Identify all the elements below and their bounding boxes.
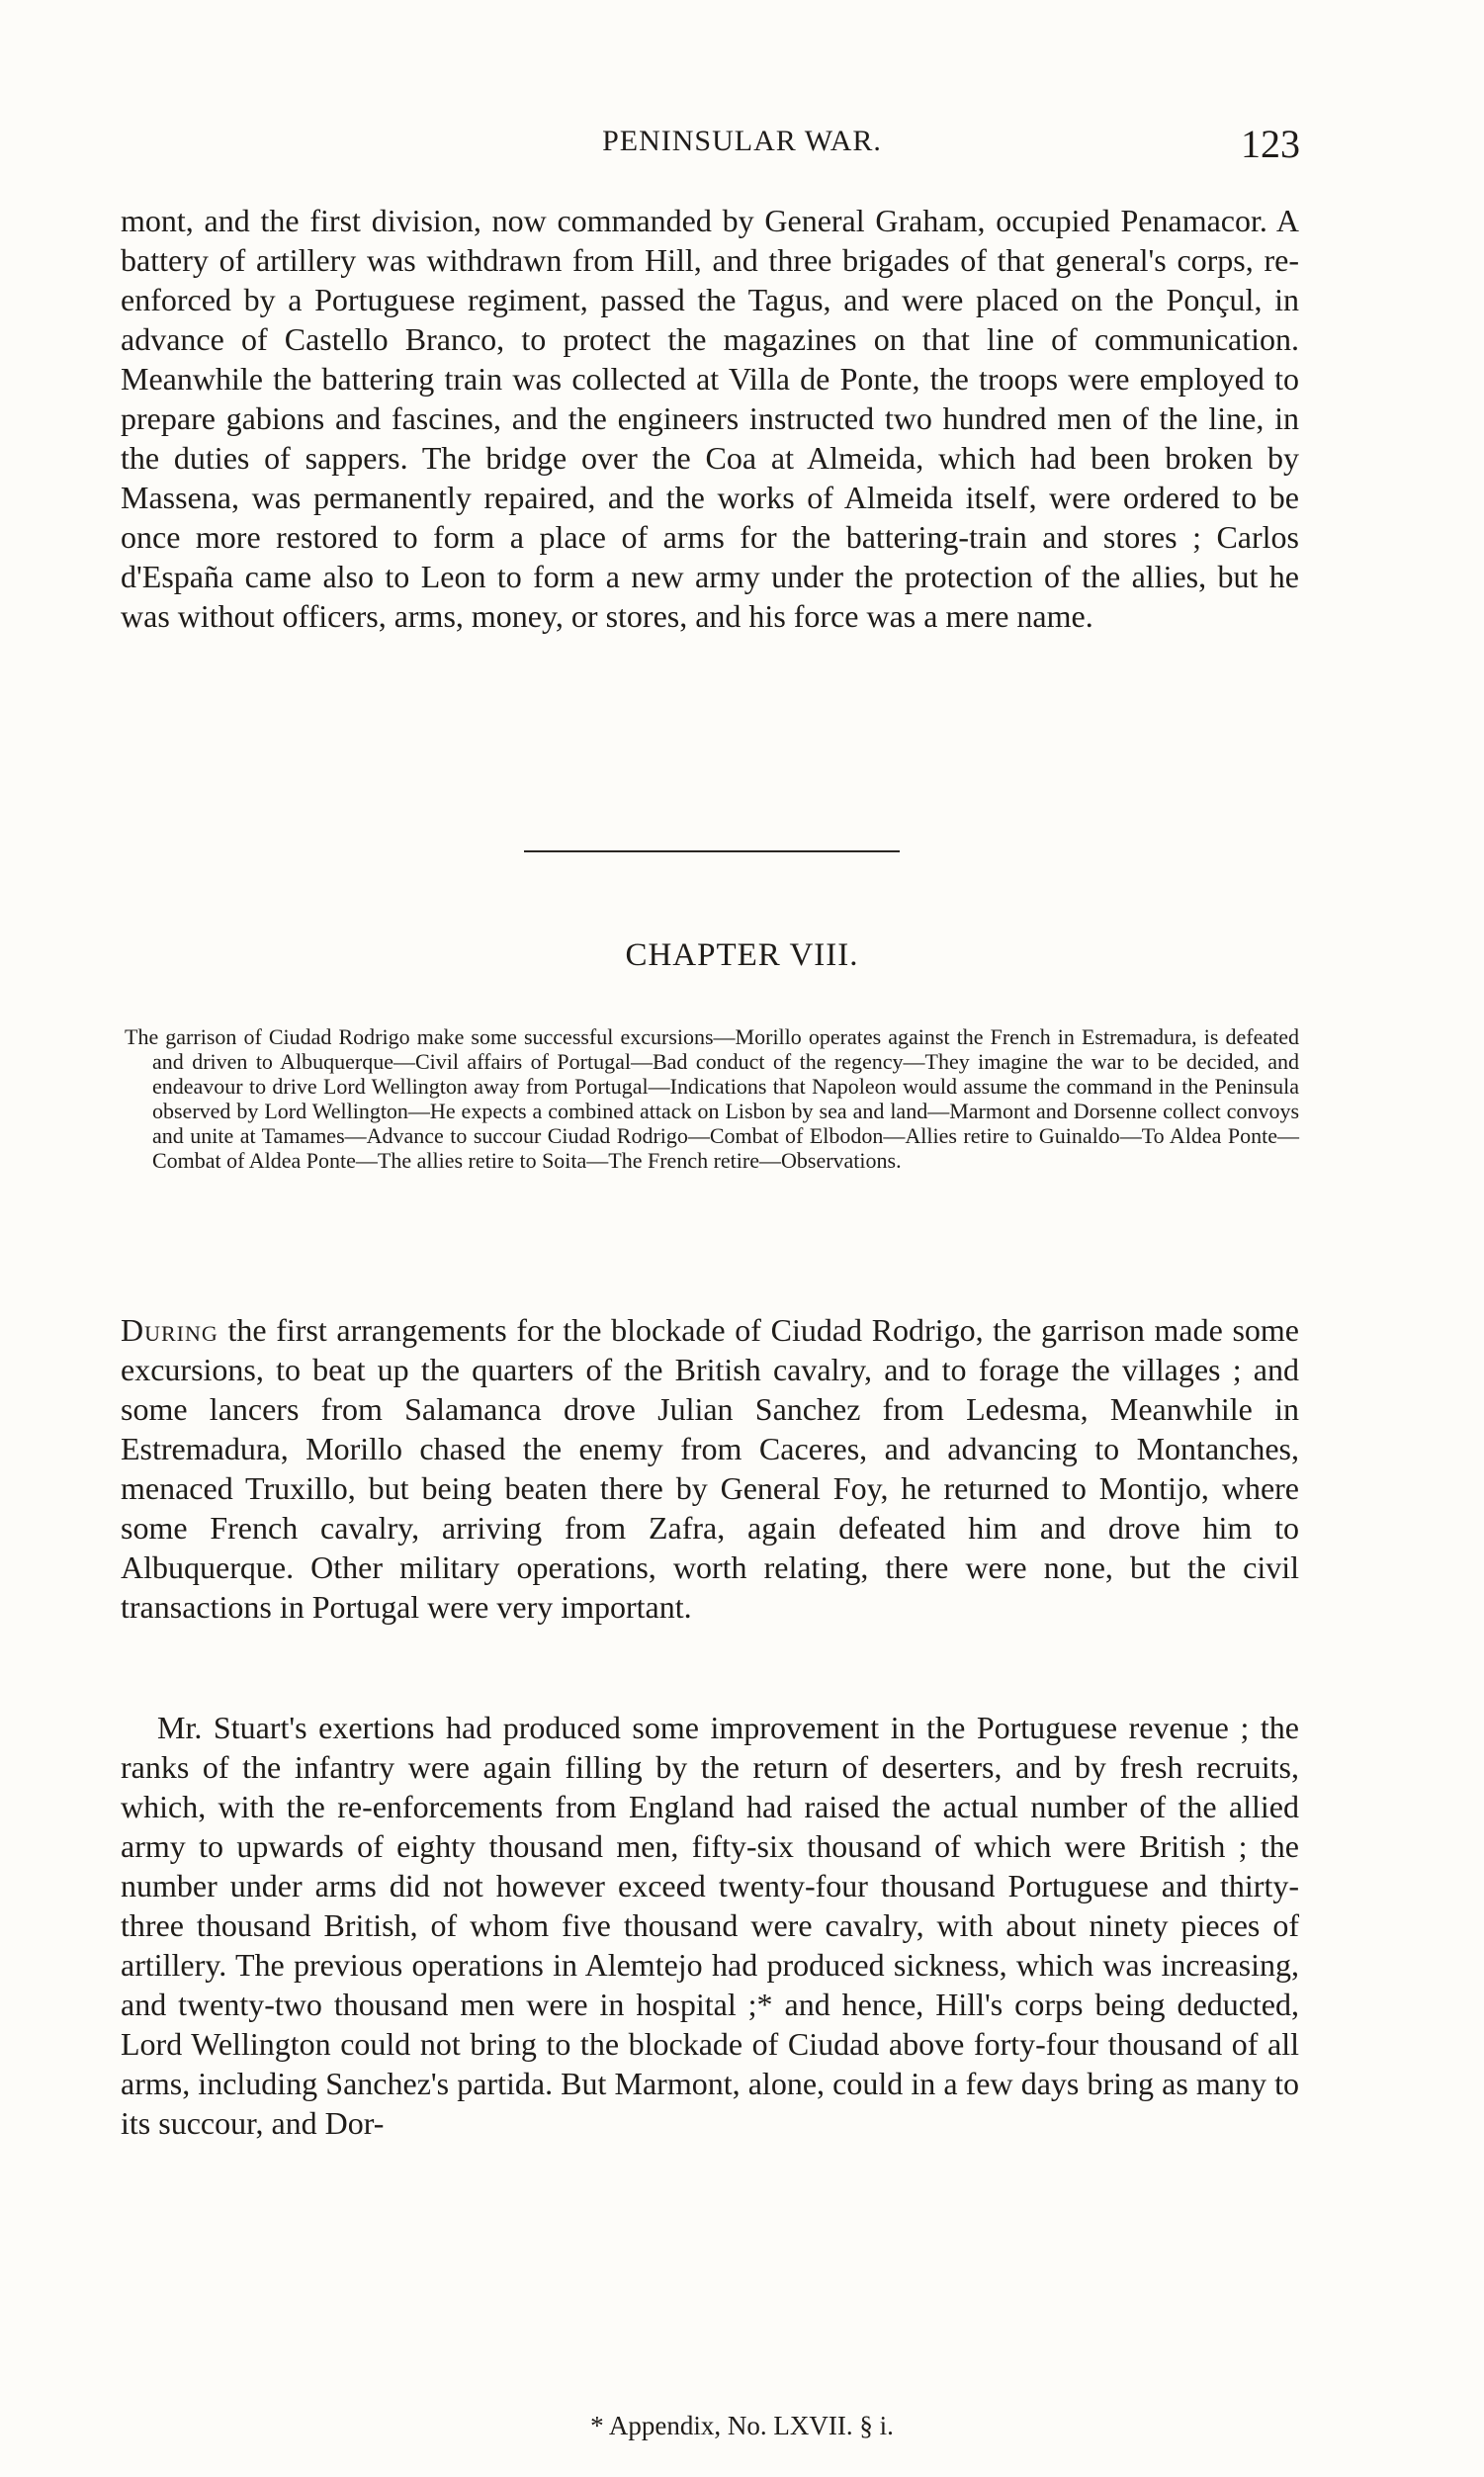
paragraph: Mr. Stuart's exertions had produced some improvement in the Portuguese revenue ; the ranks of the infantry were again filling by the return of deserters, and by fresh recruits, which, with the re-enforcements from England had raised the actual number of the allied army to upwards of eighty thousand men, fifty-six thousand of which were British ; the number under arms did not however exceed twenty-four thousand Portuguese and thirty-three thousand British, of whom five thousand were cavalry, with about ninety pieces of artillery. The previous operations in Alemtejo had produced sickness, which was increasing, and twenty-two thousand men were in hospital ;* and hence, Hill's corps being deducted, Lord Wellington could not bring to the blockade of Ciudad above forty-four thousand of all arms, including Sanchez's partida. But Marmont, alone, could in a few days bring as many to its succour, and Dor-: [121, 1710, 1299, 2141]
footnote: * Appendix, No. LXVII. § i.: [590, 2411, 894, 2440]
chapter-synopsis: The garrison of Ciudad Rodrigo make some successful excursions—Morillo operates against the French in Estremadura, is defeated and driven to Albuquerque—Civil affairs of Portugal—Bad conduct of the regency—They imagine the war to be decided, and endeavour to drive Lord Wellington away from Portugal—Indications that Napoleon would assume the command in the Peninsula observed by Lord Wellington—He expects a combined attack on Lisbon by sea and land—Marmont and Dorsenne collect convoys and unite at Tamames—Advance to succour Ciudad Rodrigo—Combat of Elbodon—Allies retire to Guinaldo—To Aldea Ponte—Combat of Aldea Ponte—The allies retire to Soita—The French retire—Observations.: [125, 1024, 1299, 1173]
section-divider: [524, 850, 900, 852]
chapter-title: CHAPTER VIII.: [625, 937, 859, 973]
running-head: PENINSULAR WAR.: [602, 125, 882, 157]
page-number: 123: [1241, 122, 1300, 166]
opening-word: During: [121, 1312, 218, 1348]
chapter-opening-paragraph: [121, 1310, 1299, 1627]
opening-paragraph-text: the first arrangements for the blockade of Ciudad Rodrigo, the garrison made some excursions, to beat up the quarters of the British cavalry, and to forage the villages ; and some lancers from Salamanca drove Julian Sanchez from Ledesma, Meanwhile in Estremadura, Morillo chased the enemy from Caceres, and advancing to Montanches, menaced Truxillo, but being beaten there by General Foy, he returned to Montijo, where some French cavalry, arriving from Zafra, again defeated him and drove him to Albuquerque. Other military operations, worth relating, there were none, but the civil transactions in Portugal were very important.: [121, 1312, 1299, 1625]
continued-paragraph: mont, and the first division, now commanded by General Graham, occupied Penamacor. A battery of artillery was withdrawn from Hill, and three brigades of that general's corps, re-enforced by a Portuguese regiment, passed the Tagus, and were placed on the Ponçul, in advance of Castello Branco, to protect the magazines on that line of communication. Meanwhile the battering train was collected at Villa de Ponte, the troops were employed to prepare gabions and fascines, and the engineers instructed two hundred men of the line, in the duties of sappers. The bridge over the Coa at Almeida, which had been broken by Massena, was permanently repaired, and the works of Almeida itself, were ordered to be once more restored to form a place of arms for the battering-train and stores ; Carlos d'España came also to Leon to form a new army under the protection of the allies, but he was without officers, arms, money, or stores, and his force was a mere name.: [121, 203, 1299, 634]
